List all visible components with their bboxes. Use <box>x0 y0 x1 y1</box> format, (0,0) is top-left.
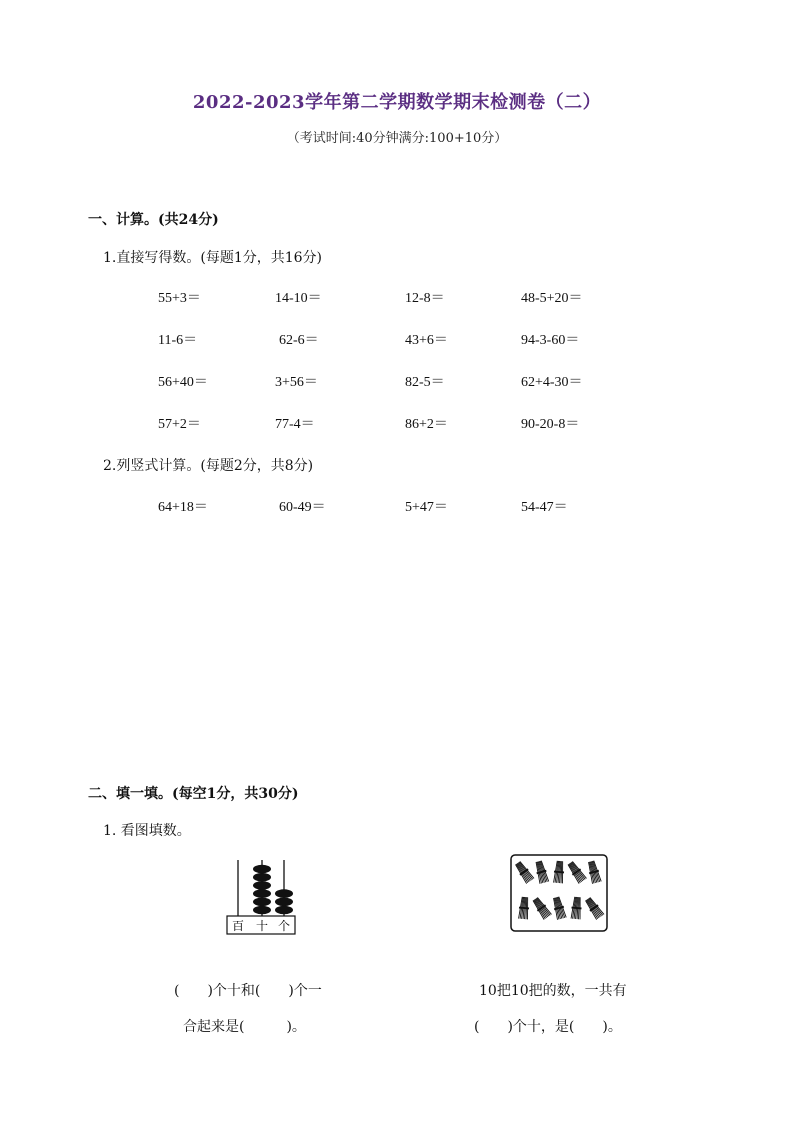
abacus-bead <box>253 881 271 890</box>
abacus-bead <box>253 865 271 874</box>
abacus-bead <box>253 889 271 898</box>
calc-problem: 55+3＝ <box>158 291 201 306</box>
fill-question-1-label: 1. 看图填数。 <box>103 823 191 839</box>
calc-problem: 94-3-60＝ <box>521 333 580 348</box>
abacus-bead <box>253 873 271 882</box>
tens-beads <box>253 865 271 915</box>
vertical-calc-problem: 60-49＝ <box>279 500 326 515</box>
calc-problem: 57+2＝ <box>158 417 201 432</box>
calc-problem: 43+6＝ <box>405 333 448 348</box>
calc-problem: 56+40＝ <box>158 375 208 390</box>
page-title: 2022-2023学年第二学期数学期末检测卷（二） <box>192 92 602 113</box>
calc-problem: 62-6＝ <box>279 333 319 348</box>
calc-problem: 14-10＝ <box>275 291 322 306</box>
calc-problem: 90-20-8＝ <box>521 417 580 432</box>
abacus-bead <box>275 889 293 898</box>
ones-beads <box>275 889 293 914</box>
calc-problem: 82-5＝ <box>405 375 445 390</box>
abacus-label-hundreds: 百 <box>231 919 245 933</box>
vertical-calc-problem: 64+18＝ <box>158 500 208 515</box>
exam-info: （考试时间:40分钟满分:100+10分） <box>286 131 508 146</box>
question-2-label: 2.列竖式计算。(每题2分，共8分) <box>103 458 314 474</box>
section-2-heading: 二、填一填。(每空1分，共30分) <box>88 786 299 802</box>
abacus-fill-line-1: ( )个十和( )个一 <box>174 983 322 999</box>
section-1-heading: 一、计算。(共24分) <box>88 212 219 228</box>
calc-problem: 86+2＝ <box>405 417 448 432</box>
stick-bundles-figure <box>510 854 608 932</box>
calc-problem: 12-8＝ <box>405 291 445 306</box>
vertical-calc-problem: 54-47＝ <box>521 500 568 515</box>
calc-problem: 3+56＝ <box>275 375 318 390</box>
abacus-fill-line-2: 合起来是( )。 <box>183 1019 306 1035</box>
calc-problem: 62+4-30＝ <box>521 375 583 390</box>
abacus-bead <box>275 906 293 915</box>
abacus-label-ones: 个 <box>277 919 291 933</box>
calc-problem: 77-4＝ <box>275 417 315 432</box>
question-1-label: 1.直接写得数。(每题1分，共16分) <box>103 250 323 266</box>
abacus-bead <box>253 906 271 915</box>
calc-problem: 11-6＝ <box>158 333 198 348</box>
calc-problem: 48-5+20＝ <box>521 291 583 306</box>
vertical-calc-problem: 5+47＝ <box>405 500 448 515</box>
abacus-bead <box>253 898 271 907</box>
bundles-fill-line-1: 10把10把的数，一共有 <box>479 983 627 999</box>
bundles-fill-line-2: ( )个十，是( )。 <box>474 1019 622 1035</box>
abacus-label-tens: 十 <box>255 919 269 933</box>
abacus-figure <box>226 858 298 936</box>
abacus-bead <box>275 898 293 907</box>
